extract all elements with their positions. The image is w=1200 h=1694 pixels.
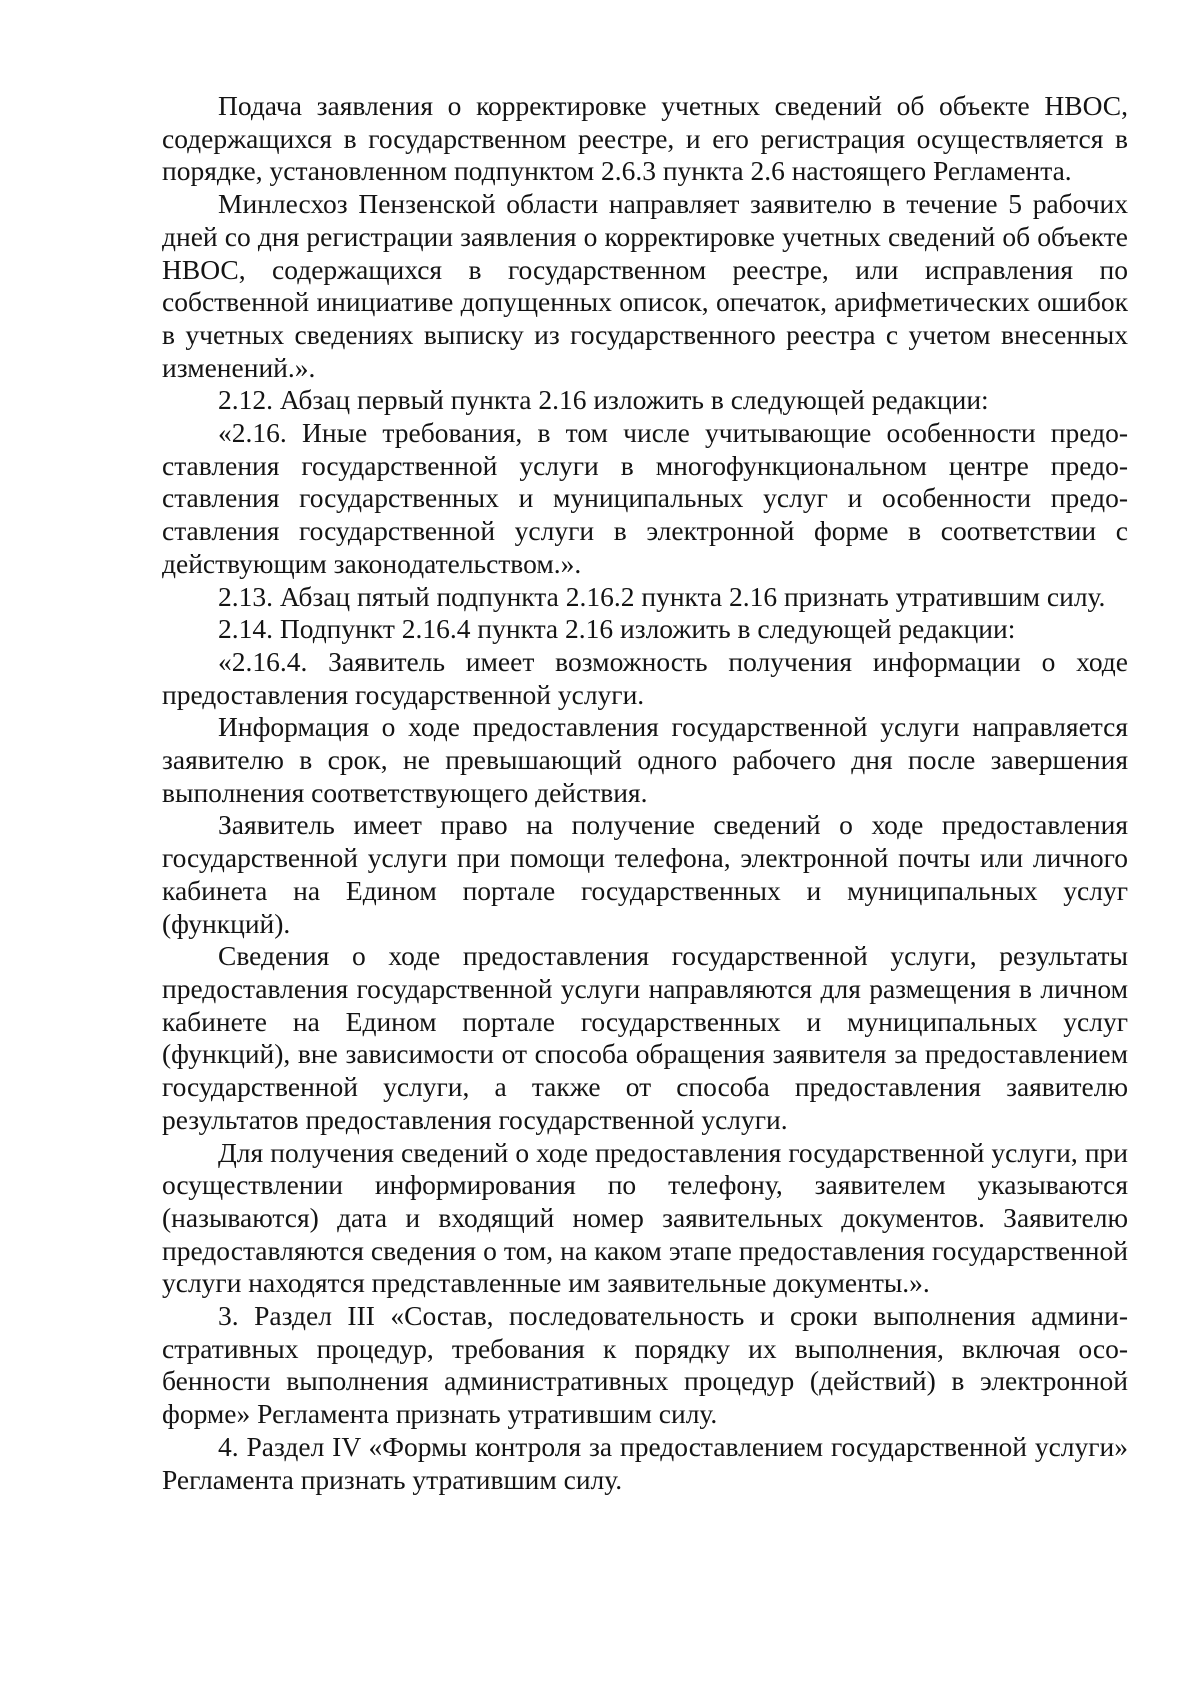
paragraph-2: Минлесхоз Пензенской области направляет заявителю в течение 5 рабочих дней со дня регистрации заявления о корректировке учетных сведений об объекте НВОС, содержащихся в государственном реестре, или исправления по собственной инициативе допущенных описок, опечаток, арифметических ошибок в учетных сведениях выписку из государственного реестра с учетом внесенных изменений.». bbox=[162, 188, 1128, 383]
document-page bbox=[162, 90, 1128, 1496]
paragraph-3: 2.12. Абзац первый пункта 2.16 изложить в следующей редакции: bbox=[218, 384, 989, 416]
paragraph-6: 2.14. Подпункт 2.16.4 пункта 2.16 изложить в следующей редакции: bbox=[218, 613, 1016, 645]
paragraph-13: 4. Раздел IV «Формы контроля за предоставлением государственной услуги» Регламента признать утратившим силу. bbox=[162, 1430, 1128, 1495]
paragraph-11: Для получения сведений о ходе предоставления государственной услуги, при осуществлении информирования по телефону, заявителем указываются (называются) дата и входящий номер заявительных документов. Заявителю предоставляются сведения о том, на каком этапе предоставления государственной услуги находятся представленные им заявительные документы.». bbox=[162, 1136, 1128, 1299]
paragraph-8: Информация о ходе предоставления государственной услуги направляется заявителю в срок, не превышающий одного рабочего дня после завершения выполнения соответствующего действия. bbox=[162, 711, 1128, 808]
paragraph-5: 2.13. Абзац пятый подпункта 2.16.2 пункта 2.16 признать утратившим силу. bbox=[218, 580, 1106, 612]
paragraph-9: Заявитель имеет право на получение сведений о ходе предоставления государственной услуги при помощи телефона, электронной почты или личного кабинета на Едином портале государственных и муниципальных услуг (функций). bbox=[162, 809, 1128, 939]
paragraph-4: «2.16. Иные требования, в том числе учитывающие особенности предоставления государственной услуги в многофункциональном центре предоставления государственных и муниципальных услуг и особенности предоставления государственной услуги в электронной форме в соответствии с действующим законодательством.». bbox=[162, 417, 1128, 579]
paragraph-7: «2.16.4. Заявитель имеет возможность получения информации о ходе предоставления государственной услуги. bbox=[162, 645, 1128, 710]
paragraph-12: 3. Раздел III «Состав, последовательность и сроки выполнения административных процедур, требования к порядку их выполнения, включая особенности выполнения административных процедур (действий) в электронной форме» Регламента признать утратившим силу. bbox=[162, 1300, 1128, 1430]
paragraph-10: Сведения о ходе предоставления государственной услуги, результаты предоставления государственной услуги направляются для размещения в личном кабинете на Едином портале государственных и муниципальных услуг (функций), вне зависимости от способа обращения заявителя за предоставлением государственной услуги, а также от способа предоставления заявителю результатов предоставления государственной услуги. bbox=[162, 940, 1128, 1135]
paragraph-1: Подача заявления о корректировке учетных сведений об объекте НВОС, содержащихся в государственном реестре, и его регистрация осуществляется в порядке, установленном подпунктом 2.6.3 пункта 2.6 настоящего Регламента. bbox=[162, 90, 1128, 187]
